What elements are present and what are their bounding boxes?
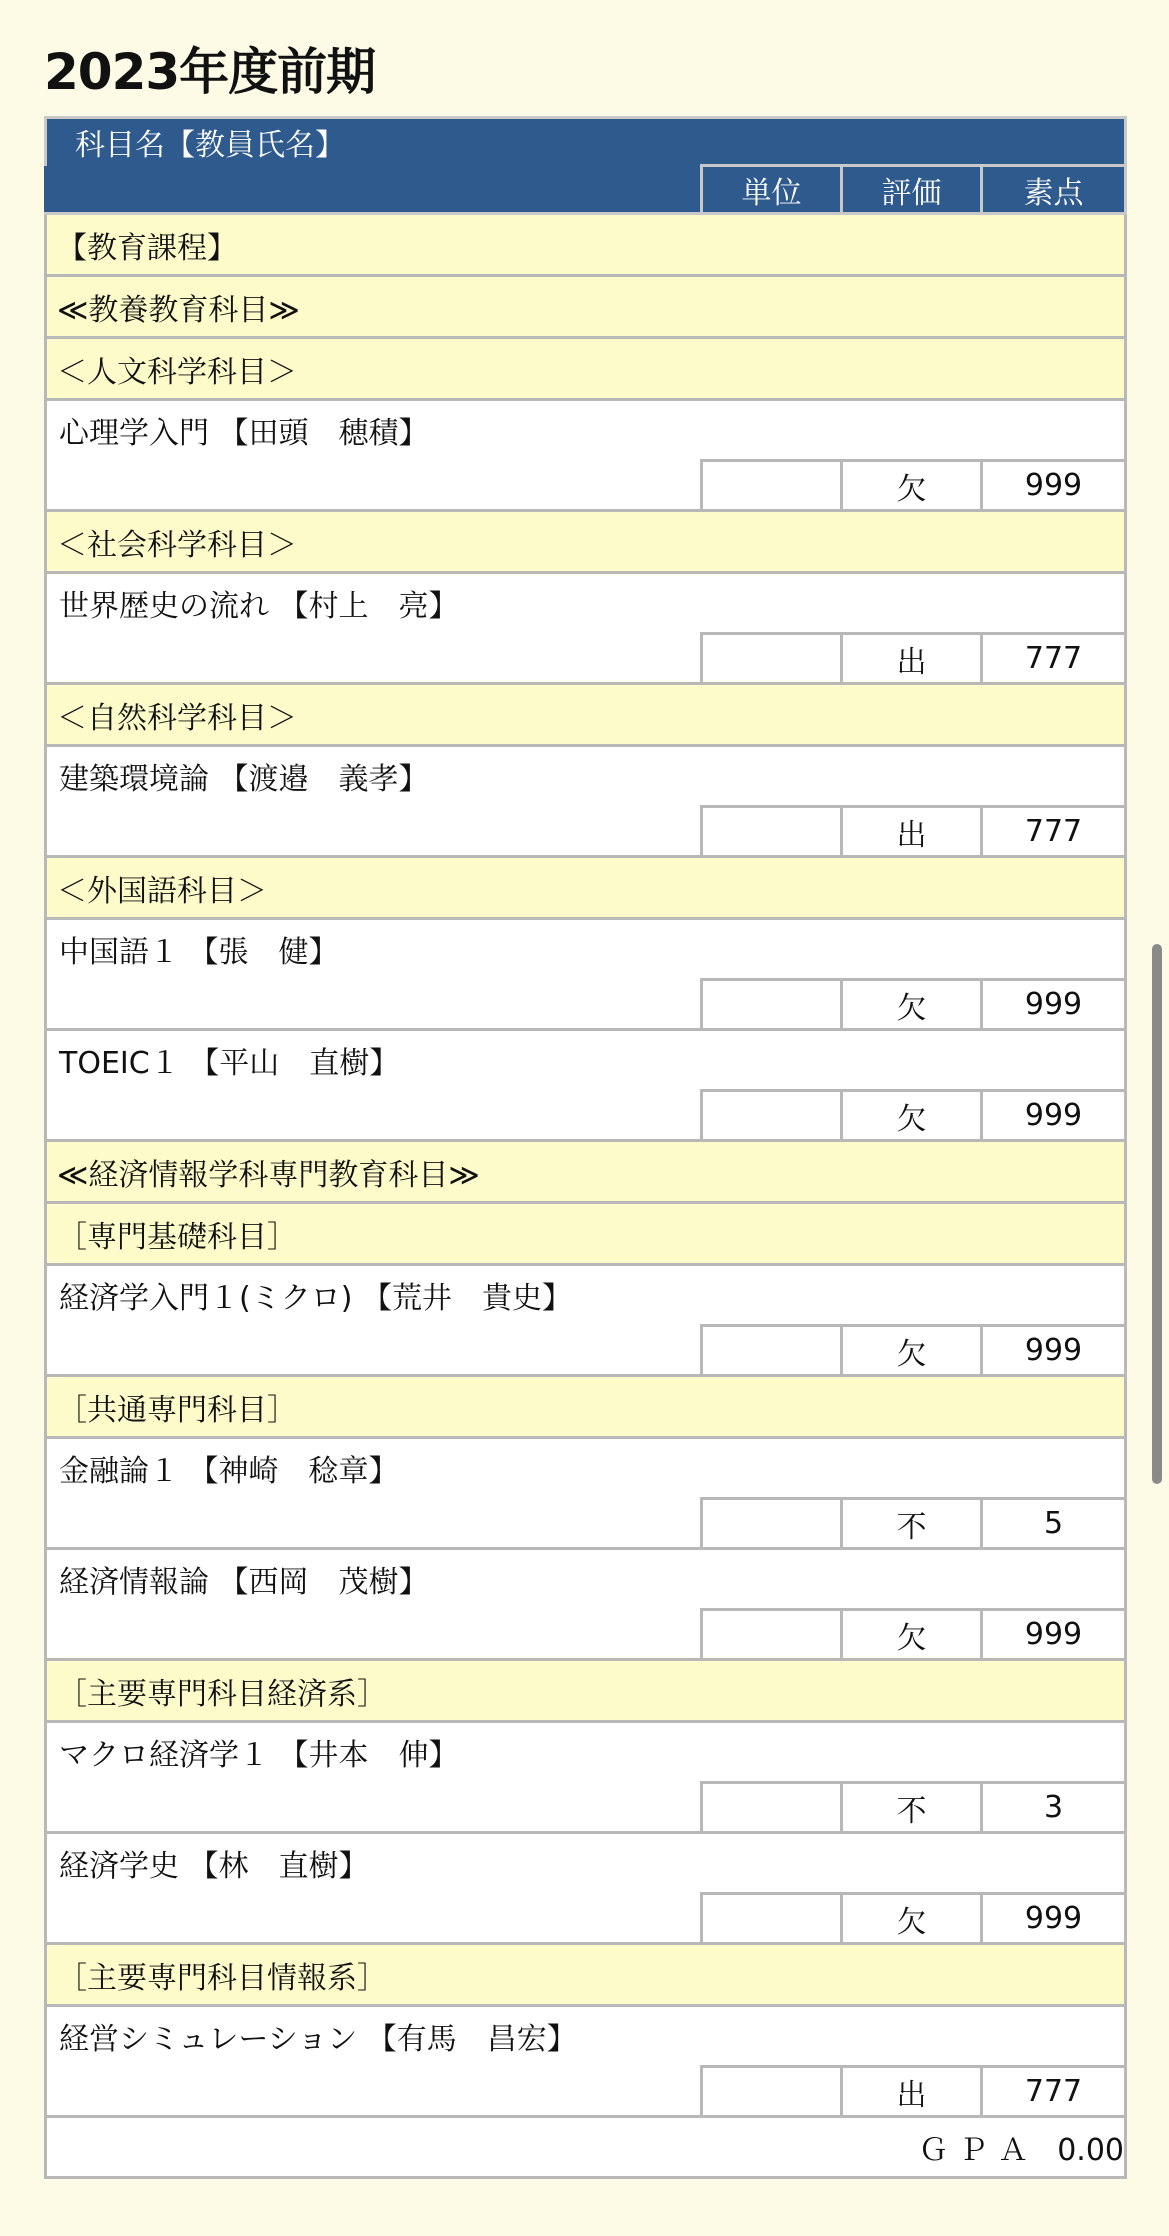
vertical-scrollbar-thumb[interactable] (1152, 944, 1162, 1484)
score-cell: 999 (982, 1326, 1126, 1376)
grades-table (44, 116, 1127, 2179)
score-cell: 5 (982, 1499, 1126, 1549)
subject-values-row (46, 1499, 1126, 1549)
grade-cell: 欠 (842, 1091, 982, 1141)
subject-name: マクロ経済学１ 【井本 伸】 (46, 1722, 1126, 1783)
category-row (46, 1660, 1126, 1722)
category-row (46, 511, 1126, 573)
credit-cell (702, 1326, 842, 1376)
score-cell: 3 (982, 1783, 1126, 1833)
subject-values-row (46, 980, 1126, 1030)
gpa-row (46, 2117, 1126, 2178)
credit-cell (702, 1783, 842, 1833)
subject-values-row (46, 1783, 1126, 1833)
subject-row (46, 1833, 1126, 1894)
score-cell: 777 (982, 2067, 1126, 2117)
subject-values-spacer (46, 2067, 702, 2117)
subject-values-row (46, 1326, 1126, 1376)
credit-cell (702, 807, 842, 857)
credit-cell (702, 461, 842, 511)
grade-cell: 不 (842, 1499, 982, 1549)
grade-cell: 不 (842, 1783, 982, 1833)
grade-cell: 欠 (842, 1610, 982, 1660)
category-label: ［専門基礎科目］ (46, 1203, 1126, 1265)
category-row (46, 1944, 1126, 2006)
subject-name: 世界歴史の流れ 【村上 亮】 (46, 573, 1126, 634)
subject-values-spacer (46, 1499, 702, 1549)
subject-name: 経済学入門１(ミクロ) 【荒井 貴史】 (46, 1265, 1126, 1326)
score-cell: 999 (982, 461, 1126, 511)
header-subject-label: 科目名【教員氏名】 (46, 118, 1126, 166)
score-cell: 999 (982, 1894, 1126, 1944)
score-cell: 777 (982, 807, 1126, 857)
header-score: 素点 (982, 166, 1126, 214)
subject-row (46, 1438, 1126, 1499)
gpa-label: ＧＰＡ (918, 2133, 1039, 2168)
score-cell: 999 (982, 1091, 1126, 1141)
header-credit: 単位 (702, 166, 842, 214)
table-header-columns (46, 166, 1126, 214)
category-label: ＜社会科学科目＞ (46, 511, 1126, 573)
subject-values-spacer (46, 807, 702, 857)
subject-row (46, 400, 1126, 461)
subject-name: 金融論１ 【神崎 稔章】 (46, 1438, 1126, 1499)
credit-cell (702, 1610, 842, 1660)
score-cell: 777 (982, 634, 1126, 684)
subject-name: 経営シミュレーション 【有馬 昌宏】 (46, 2006, 1126, 2067)
score-cell: 999 (982, 1610, 1126, 1660)
grade-cell: 欠 (842, 1894, 982, 1944)
subject-values-spacer (46, 461, 702, 511)
subject-values-spacer (46, 1326, 702, 1376)
subject-values-row (46, 1894, 1126, 1944)
credit-cell (702, 1091, 842, 1141)
grade-cell: 出 (842, 807, 982, 857)
category-label: ＜人文科学科目＞ (46, 338, 1126, 400)
subject-name: 建築環境論 【渡邉 義孝】 (46, 746, 1126, 807)
subject-name: 経済情報論 【西岡 茂樹】 (46, 1549, 1126, 1610)
category-row (46, 276, 1126, 338)
subject-values-spacer (46, 980, 702, 1030)
subject-name: 経済学史 【林 直樹】 (46, 1833, 1126, 1894)
subject-values-row (46, 1091, 1126, 1141)
category-label: ＜自然科学科目＞ (46, 684, 1126, 746)
subject-values-row (46, 1610, 1126, 1660)
subject-row (46, 1549, 1126, 1610)
credit-cell (702, 1499, 842, 1549)
category-label: ［共通専門科目］ (46, 1376, 1126, 1438)
category-label: ≪経済情報学科専門教育科目≫ (46, 1141, 1126, 1203)
category-row (46, 857, 1126, 919)
grade-cell: 欠 (842, 461, 982, 511)
credit-cell (702, 980, 842, 1030)
subject-name: 心理学入門 【田頭 穂積】 (46, 400, 1126, 461)
category-label: ［主要専門科目情報系］ (46, 1944, 1126, 2006)
category-row (46, 684, 1126, 746)
category-row (46, 1203, 1126, 1265)
subject-values-spacer (46, 1091, 702, 1141)
category-row (46, 1376, 1126, 1438)
subject-name: 中国語１ 【張 健】 (46, 919, 1126, 980)
subject-row (46, 919, 1126, 980)
category-label: ≪教養教育科目≫ (46, 276, 1126, 338)
category-label: ＜外国語科目＞ (46, 857, 1126, 919)
category-row (46, 214, 1126, 276)
subject-name: TOEIC１ 【平山 直樹】 (46, 1030, 1126, 1091)
table-header-row (46, 118, 1126, 166)
subject-values-row (46, 2067, 1126, 2117)
gpa-cell (46, 2117, 1126, 2178)
category-label: ［主要専門科目経済系］ (46, 1660, 1126, 1722)
subject-values-spacer (46, 634, 702, 684)
subject-row (46, 2006, 1126, 2067)
subject-values-spacer (46, 1610, 702, 1660)
subject-row (46, 1722, 1126, 1783)
grade-cell: 出 (842, 2067, 982, 2117)
subject-values-spacer (46, 1894, 702, 1944)
category-row (46, 1141, 1126, 1203)
credit-cell (702, 634, 842, 684)
subject-row (46, 573, 1126, 634)
header-blank-cell (46, 166, 702, 214)
page-title: 2023年度前期 (44, 43, 376, 101)
category-label: 【教育課程】 (46, 214, 1126, 276)
grade-cell: 欠 (842, 980, 982, 1030)
subject-values-spacer (46, 1783, 702, 1833)
credit-cell (702, 1894, 842, 1944)
subject-values-row (46, 807, 1126, 857)
subject-values-row (46, 634, 1126, 684)
subject-row (46, 1030, 1126, 1091)
subject-values-row (46, 461, 1126, 511)
subject-row (46, 746, 1126, 807)
grade-cell: 出 (842, 634, 982, 684)
category-row (46, 338, 1126, 400)
score-cell: 999 (982, 980, 1126, 1030)
grade-cell: 欠 (842, 1326, 982, 1376)
gpa-value: 0.00 (1057, 2133, 1124, 2168)
header-grade: 評価 (842, 166, 982, 214)
subject-row (46, 1265, 1126, 1326)
credit-cell (702, 2067, 842, 2117)
